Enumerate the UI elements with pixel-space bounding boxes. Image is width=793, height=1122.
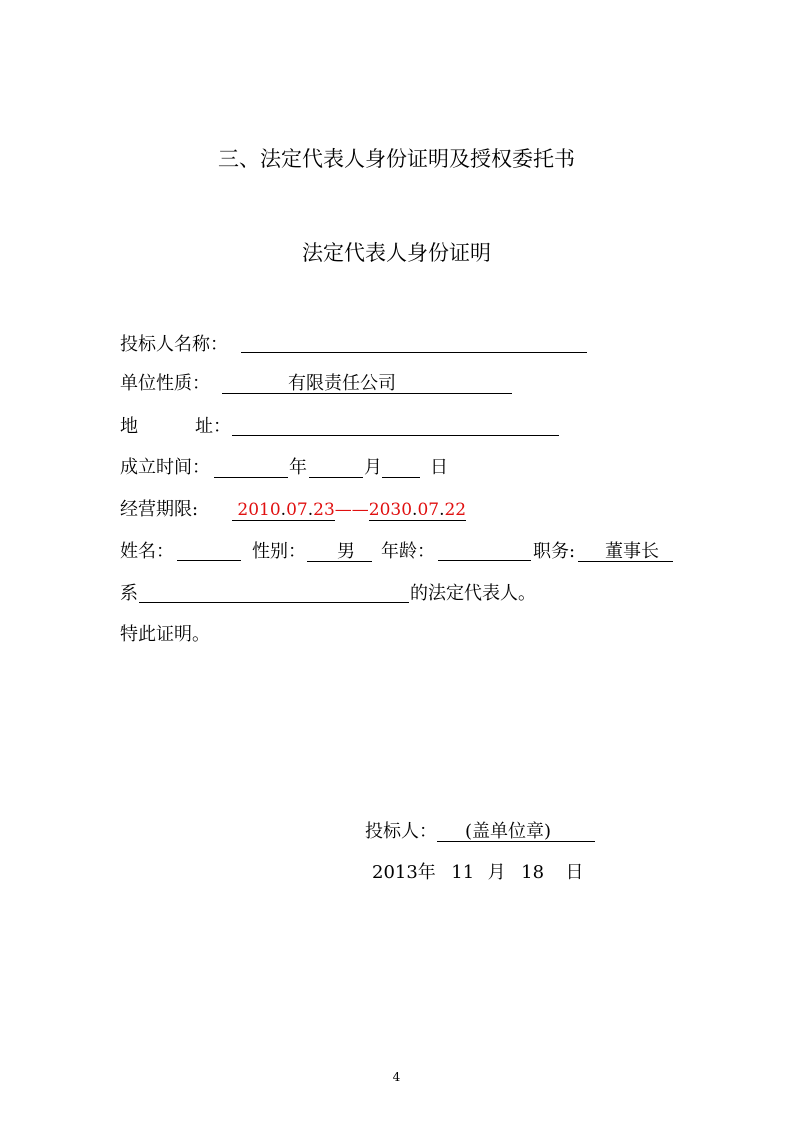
belongs-suffix: 的法定代表人。: [410, 583, 536, 604]
signature-date: [372, 860, 584, 886]
period-value: [232, 497, 466, 523]
date-month-char: 月: [487, 862, 506, 883]
bidder-name-label: 投标人名称：: [120, 334, 228, 355]
period-label: 经营期限:: [120, 499, 199, 520]
unit-nature-row: [120, 371, 210, 397]
period-start-year: 2010: [237, 500, 281, 520]
period-end-year: 2030: [368, 500, 413, 520]
period-end-day: 22: [444, 500, 467, 520]
unit-nature-value: 有限责任公司: [288, 373, 396, 394]
name-label: 姓名：: [120, 541, 174, 562]
gender-field[interactable]: [307, 539, 372, 562]
date-day-char: 日: [565, 862, 584, 883]
period-end-month: 07: [417, 500, 440, 520]
gender-value: 男: [337, 541, 355, 562]
date-year: 2013年: [372, 862, 436, 883]
date-day-num: 18: [521, 862, 545, 883]
bidder-name-row: [120, 332, 228, 358]
position-field[interactable]: [578, 539, 673, 562]
period-dot: .: [412, 500, 418, 520]
founded-year-char: 年: [289, 457, 307, 478]
signature-bidder-label: 投标人：: [365, 821, 437, 842]
belongs-prefix: 系: [120, 583, 138, 604]
period-dot: .: [280, 500, 287, 520]
date-month-num: 11: [451, 862, 475, 883]
age-label: 年龄：: [381, 541, 435, 562]
bidder-name-field[interactable]: [241, 352, 587, 353]
main-title: 三、法定代表人身份证明及授权委托书: [218, 147, 575, 171]
address-field[interactable]: [232, 435, 559, 436]
period-start-month: 07: [286, 500, 308, 520]
address-label-a: 地: [120, 416, 138, 437]
name-field[interactable]: [177, 560, 241, 561]
founded-day-char: 日: [430, 457, 448, 478]
founded-month-char: 月: [364, 457, 382, 478]
period-dash: ——: [334, 500, 369, 520]
founded-year-field[interactable]: [214, 477, 288, 478]
company-name-field[interactable]: [139, 602, 409, 603]
page-number: 4: [392, 1070, 401, 1084]
unit-nature-field[interactable]: [222, 371, 512, 394]
seal-text: (盖单位章): [465, 821, 552, 842]
unit-nature-label: 单位性质：: [120, 373, 210, 394]
subtitle: 法定代表人身份证明: [302, 241, 491, 265]
age-field[interactable]: [438, 560, 531, 561]
founded-month-field[interactable]: [309, 477, 363, 478]
position-value: 董事长: [605, 541, 659, 562]
founded-label: 成立时间：: [120, 457, 210, 478]
period-start-day: 23: [313, 500, 335, 520]
seal-field[interactable]: [437, 819, 595, 842]
period-dot: .: [439, 500, 445, 520]
position-label: 职务:: [533, 541, 576, 562]
period-dot: .: [307, 500, 314, 520]
address-label-b: 址：: [195, 416, 231, 437]
gender-label: 性别：: [252, 541, 306, 562]
founded-day-field[interactable]: [382, 477, 420, 478]
certify-text: 特此证明。: [120, 624, 210, 645]
